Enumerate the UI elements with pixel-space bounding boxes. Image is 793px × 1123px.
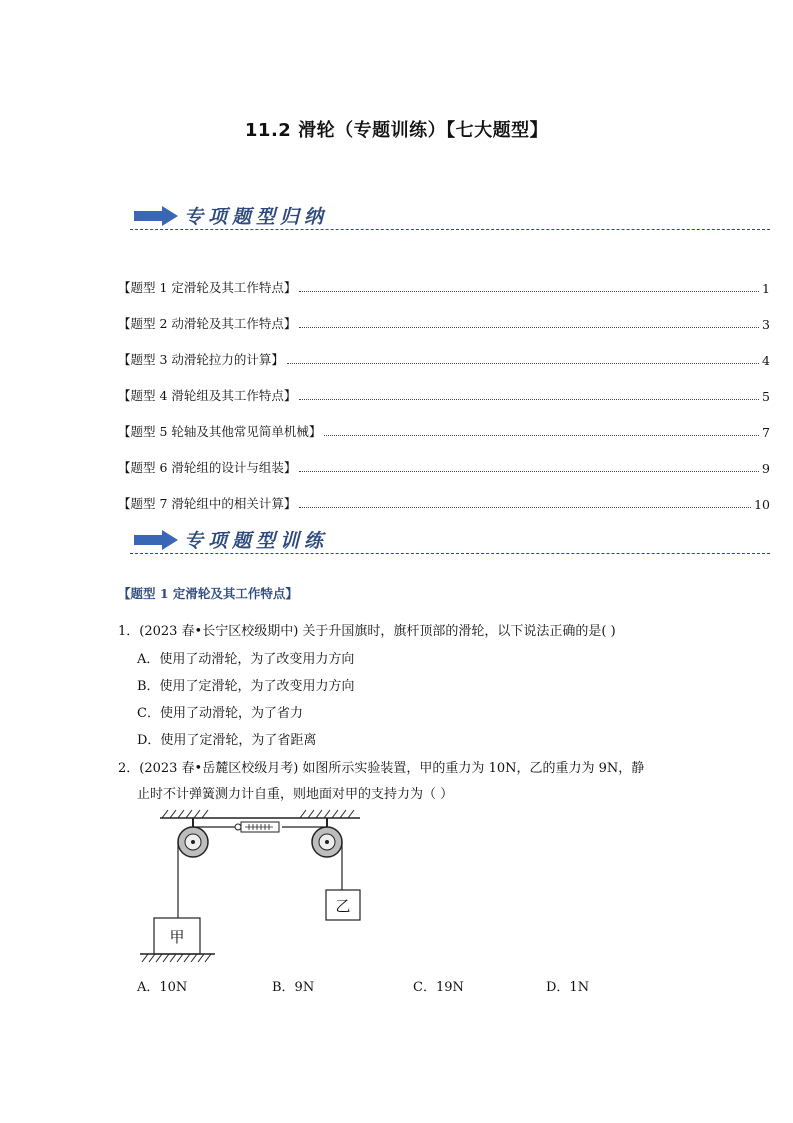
divider [130,229,770,230]
toc-leader [299,327,759,328]
section-title: 专项题型归纳 [184,206,329,228]
toc-page: 5 [762,389,770,404]
question-1-stem: 1．(2023 春•长宁区校级期中) 关于升国旗时，旗杆顶部的滑轮，以下说法正确的是( ) [118,624,616,639]
toc-page: 4 [762,353,770,368]
question-1-option-a[interactable]: A．使用了动滑轮，为了改变用力方向 [137,652,355,667]
toc-leader [299,291,759,292]
table-of-contents [118,260,770,512]
question-2-stem-line2: 止时不计弹簧测力计自重，则地面对甲的支持力为（ ） [137,787,454,802]
section-header-summary [130,202,770,236]
toc-leader [299,471,759,472]
ceiling [160,810,360,818]
page-title: 11.2 滑轮（专题训练）【七大题型】 [244,120,549,141]
toc-row[interactable] [118,440,770,476]
toc-row[interactable] [118,404,770,440]
section-header-training [130,526,770,560]
toc-leader [299,507,751,508]
question-1-option-c[interactable]: C．使用了动滑轮，为了省力 [137,706,303,721]
toc-page: 1 [762,281,770,296]
block-jia-label: 甲 [169,928,185,946]
question-2-option-b[interactable]: B．9N [272,980,315,995]
toc-page: 10 [754,497,770,512]
section-title: 专项题型训练 [184,530,329,552]
right-pulley [312,818,342,857]
toc-label: 【题型 5 轮轴及其他常见简单机械】 [118,424,322,439]
toc-row[interactable] [118,476,770,512]
toc-leader [299,399,759,400]
toc-row[interactable] [118,332,770,368]
question-type-heading: 【题型 1 定滑轮及其工作特点】 [118,586,298,601]
toc-label: 【题型 3 动滑轮拉力的计算】 [118,352,284,367]
left-pulley [178,818,208,857]
toc-leader [287,363,759,364]
spring-scale [235,822,279,832]
question-2-option-c[interactable]: C．19N [413,980,464,995]
divider [130,553,770,554]
toc-row[interactable] [118,296,770,332]
question-2-stem-line1: 2．(2023 春•岳麓区校级月考) 如图所示实验装置，甲的重力为 10N，乙的重力为 9N，静 [118,761,645,776]
toc-page: 9 [762,461,770,476]
toc-row[interactable] [118,368,770,404]
arrow-icon [134,530,178,550]
toc-leader [324,435,759,436]
toc-page: 3 [762,317,770,332]
pulley-diagram [140,808,380,968]
toc-label: 【题型 4 滑轮组及其工作特点】 [118,388,297,403]
question-2-option-d[interactable]: D．1N [546,980,590,995]
toc-label: 【题型 6 滑轮组的设计与组装】 [118,460,297,475]
toc-label: 【题型 1 定滑轮及其工作特点】 [118,280,297,295]
question-2-option-a[interactable]: A．10N [137,980,188,995]
arrow-icon [134,206,178,226]
toc-page: 7 [762,425,770,440]
toc-row[interactable] [118,260,770,296]
question-1-option-b[interactable]: B．使用了定滑轮，为了改变用力方向 [137,679,355,694]
question-1-option-d[interactable]: D．使用了定滑轮，为了省距离 [137,733,317,748]
block-yi-label: 乙 [335,897,351,915]
ground [140,954,215,962]
toc-label: 【题型 2 动滑轮及其工作特点】 [118,316,297,331]
toc-label: 【题型 7 滑轮组中的相关计算】 [118,496,297,511]
